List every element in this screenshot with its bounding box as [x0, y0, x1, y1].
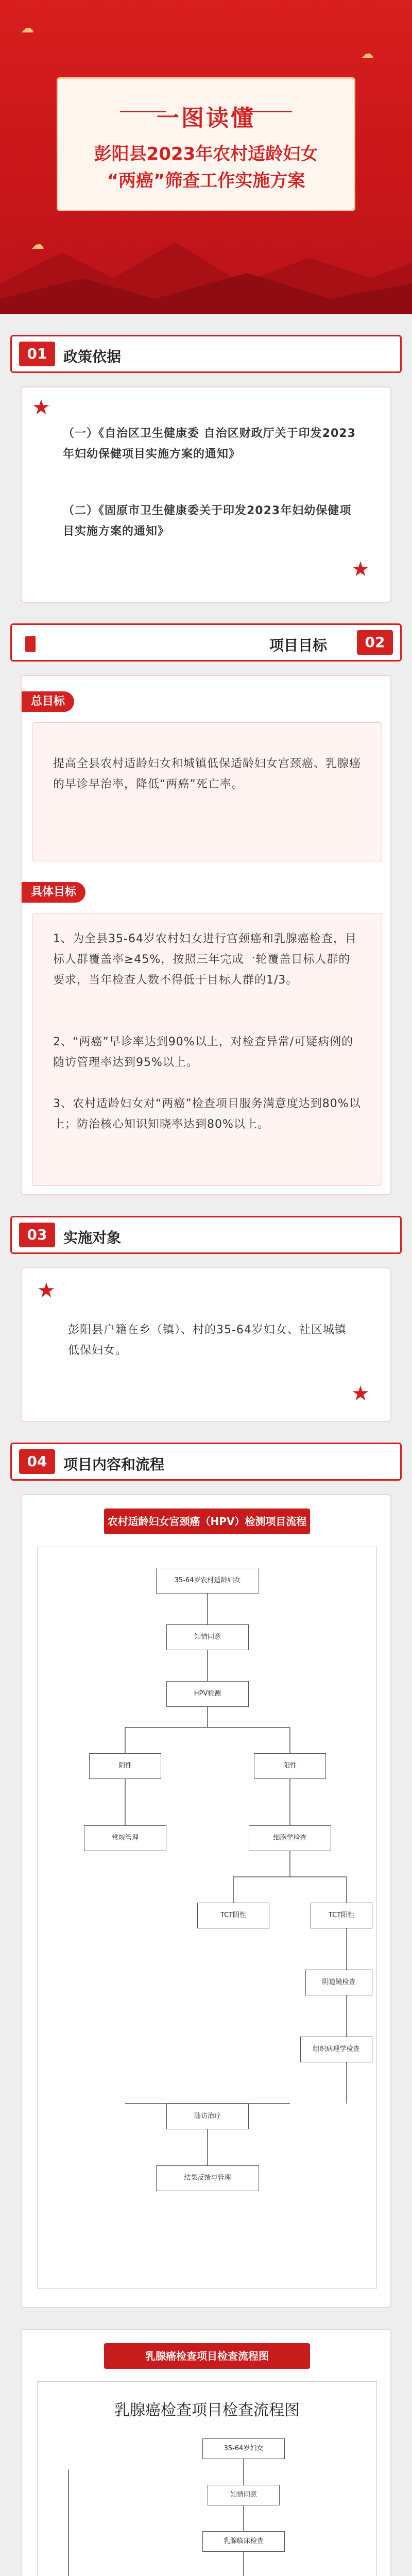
hero-title: 一图读懂 — [157, 105, 255, 131]
breast-flowchart — [37, 2381, 377, 2576]
overall-goal-text: 提高全县农村适龄妇女和城镇低保适龄妇女宫颈癌、乳腺癌的早诊早治率，降低“两癌”死亡率。 — [53, 757, 362, 791]
cloud-icon: ☁ — [31, 237, 44, 252]
section-title: 项目内容和流程 — [63, 1456, 165, 1473]
star-icon: ★ — [32, 396, 50, 419]
section-header-content — [10, 1443, 402, 1481]
cervical-flow-card — [21, 1494, 391, 2308]
policy-card — [21, 386, 391, 603]
cervical-flow-caption: 农村适龄妇女宫颈癌（HPV）检测项目流程 — [104, 1509, 310, 1534]
flow-box: 常规管理 — [84, 1825, 166, 1851]
mountain-illustration — [0, 222, 412, 314]
section-number: 01 — [19, 342, 55, 366]
hero-subtitle: “两癌”筛查工作实施方案 — [107, 171, 305, 191]
specific-goal-item: 2、“两癌”早诊率达到90%以上，对检查异常/可疑病例的随访管理率达到95%以上。 — [53, 1036, 354, 1069]
flow-box: 35-64岁妇女 — [202, 2438, 285, 2459]
breast-flow-title: 乳腺癌检查项目检查流程图 — [114, 2401, 300, 2419]
flow-box: 阳性 — [254, 1753, 326, 1779]
section-header-targets — [10, 1216, 402, 1254]
section-number: 02 — [357, 630, 393, 655]
cervical-flowchart — [37, 1547, 377, 2289]
flow-box: 阴性 — [89, 1753, 161, 1779]
specific-goal-box — [32, 913, 382, 1186]
goals-card — [21, 675, 391, 1195]
specific-goal-item: 3、农村适龄妇女对“两癌”检查项目服务满意度达到80%以上；防治核心知识知晓率达到80%以上。 — [53, 1097, 361, 1131]
targets-card — [21, 1267, 391, 1422]
flow-box: 知情同意 — [208, 2485, 280, 2505]
flow-box: 随访治疗 — [166, 2104, 249, 2129]
section-header-policy — [10, 335, 402, 373]
flow-box: 组织病理学检查 — [300, 2037, 372, 2062]
flow-box: TCT阳性 — [311, 1903, 372, 1928]
targets-text: 彭阳县户籍在乡（镇）、村的35-64岁妇女、社区城镇低保妇女。 — [68, 1324, 347, 1357]
policy-item: （一）《自治区卫生健康委 自治区财政厅关于印发2023年妇幼保健项目实施方案的通知》 — [63, 427, 356, 461]
hero-card — [57, 77, 355, 211]
section-title: 实施对象 — [63, 1229, 122, 1246]
section-number: 04 — [19, 1449, 55, 1474]
flow-box: 35-64岁农村适龄妇女 — [156, 1568, 259, 1594]
tag-specific-goal: 具体目标 — [22, 882, 85, 903]
tag-overall-goal: 总目标 — [22, 691, 74, 712]
flag-icon — [25, 636, 36, 652]
star-icon: ★ — [37, 1279, 56, 1302]
flow-box: 乳腺临床检查 — [202, 2531, 285, 2552]
cloud-icon: ☁ — [360, 46, 374, 62]
breast-flow-card — [21, 2329, 391, 2576]
policy-item: （二）《固原市卫生健康委关于印发2023年妇幼保健项目实施方案的通知》 — [63, 504, 352, 538]
section-header-goals — [10, 623, 402, 662]
flow-box: 知情同意 — [166, 1624, 249, 1650]
star-icon: ★ — [351, 1382, 370, 1405]
breast-flow-caption: 乳腺癌检查项目检查流程图 — [104, 2343, 310, 2369]
section-title: 项目目标 — [269, 637, 328, 654]
hero-banner — [0, 0, 412, 314]
hero-subtitle: 彭阳县2023年农村适龄妇女 — [94, 144, 318, 164]
section-title: 政策依据 — [63, 348, 122, 365]
flow-box: 结果反馈与管理 — [156, 2165, 259, 2191]
overall-goal-box — [32, 722, 382, 861]
specific-goal-item: 1、为全县35-64岁农村妇女进行宫颈癌和乳腺癌检查，目标人群覆盖率≥45%，按照三年完成一轮覆盖目标人群的要求，当年检查人数不得低于目标人群的1/3。 — [53, 933, 357, 987]
flow-box: HPV检测 — [166, 1681, 249, 1707]
section-number: 03 — [19, 1223, 55, 1247]
flow-box: 阴道镜检查 — [305, 1970, 372, 1995]
cloud-icon: ☁ — [21, 21, 34, 36]
flow-box: TCT阴性 — [197, 1903, 269, 1928]
flow-box: 细胞学检查 — [249, 1825, 331, 1851]
star-icon: ★ — [351, 557, 370, 581]
